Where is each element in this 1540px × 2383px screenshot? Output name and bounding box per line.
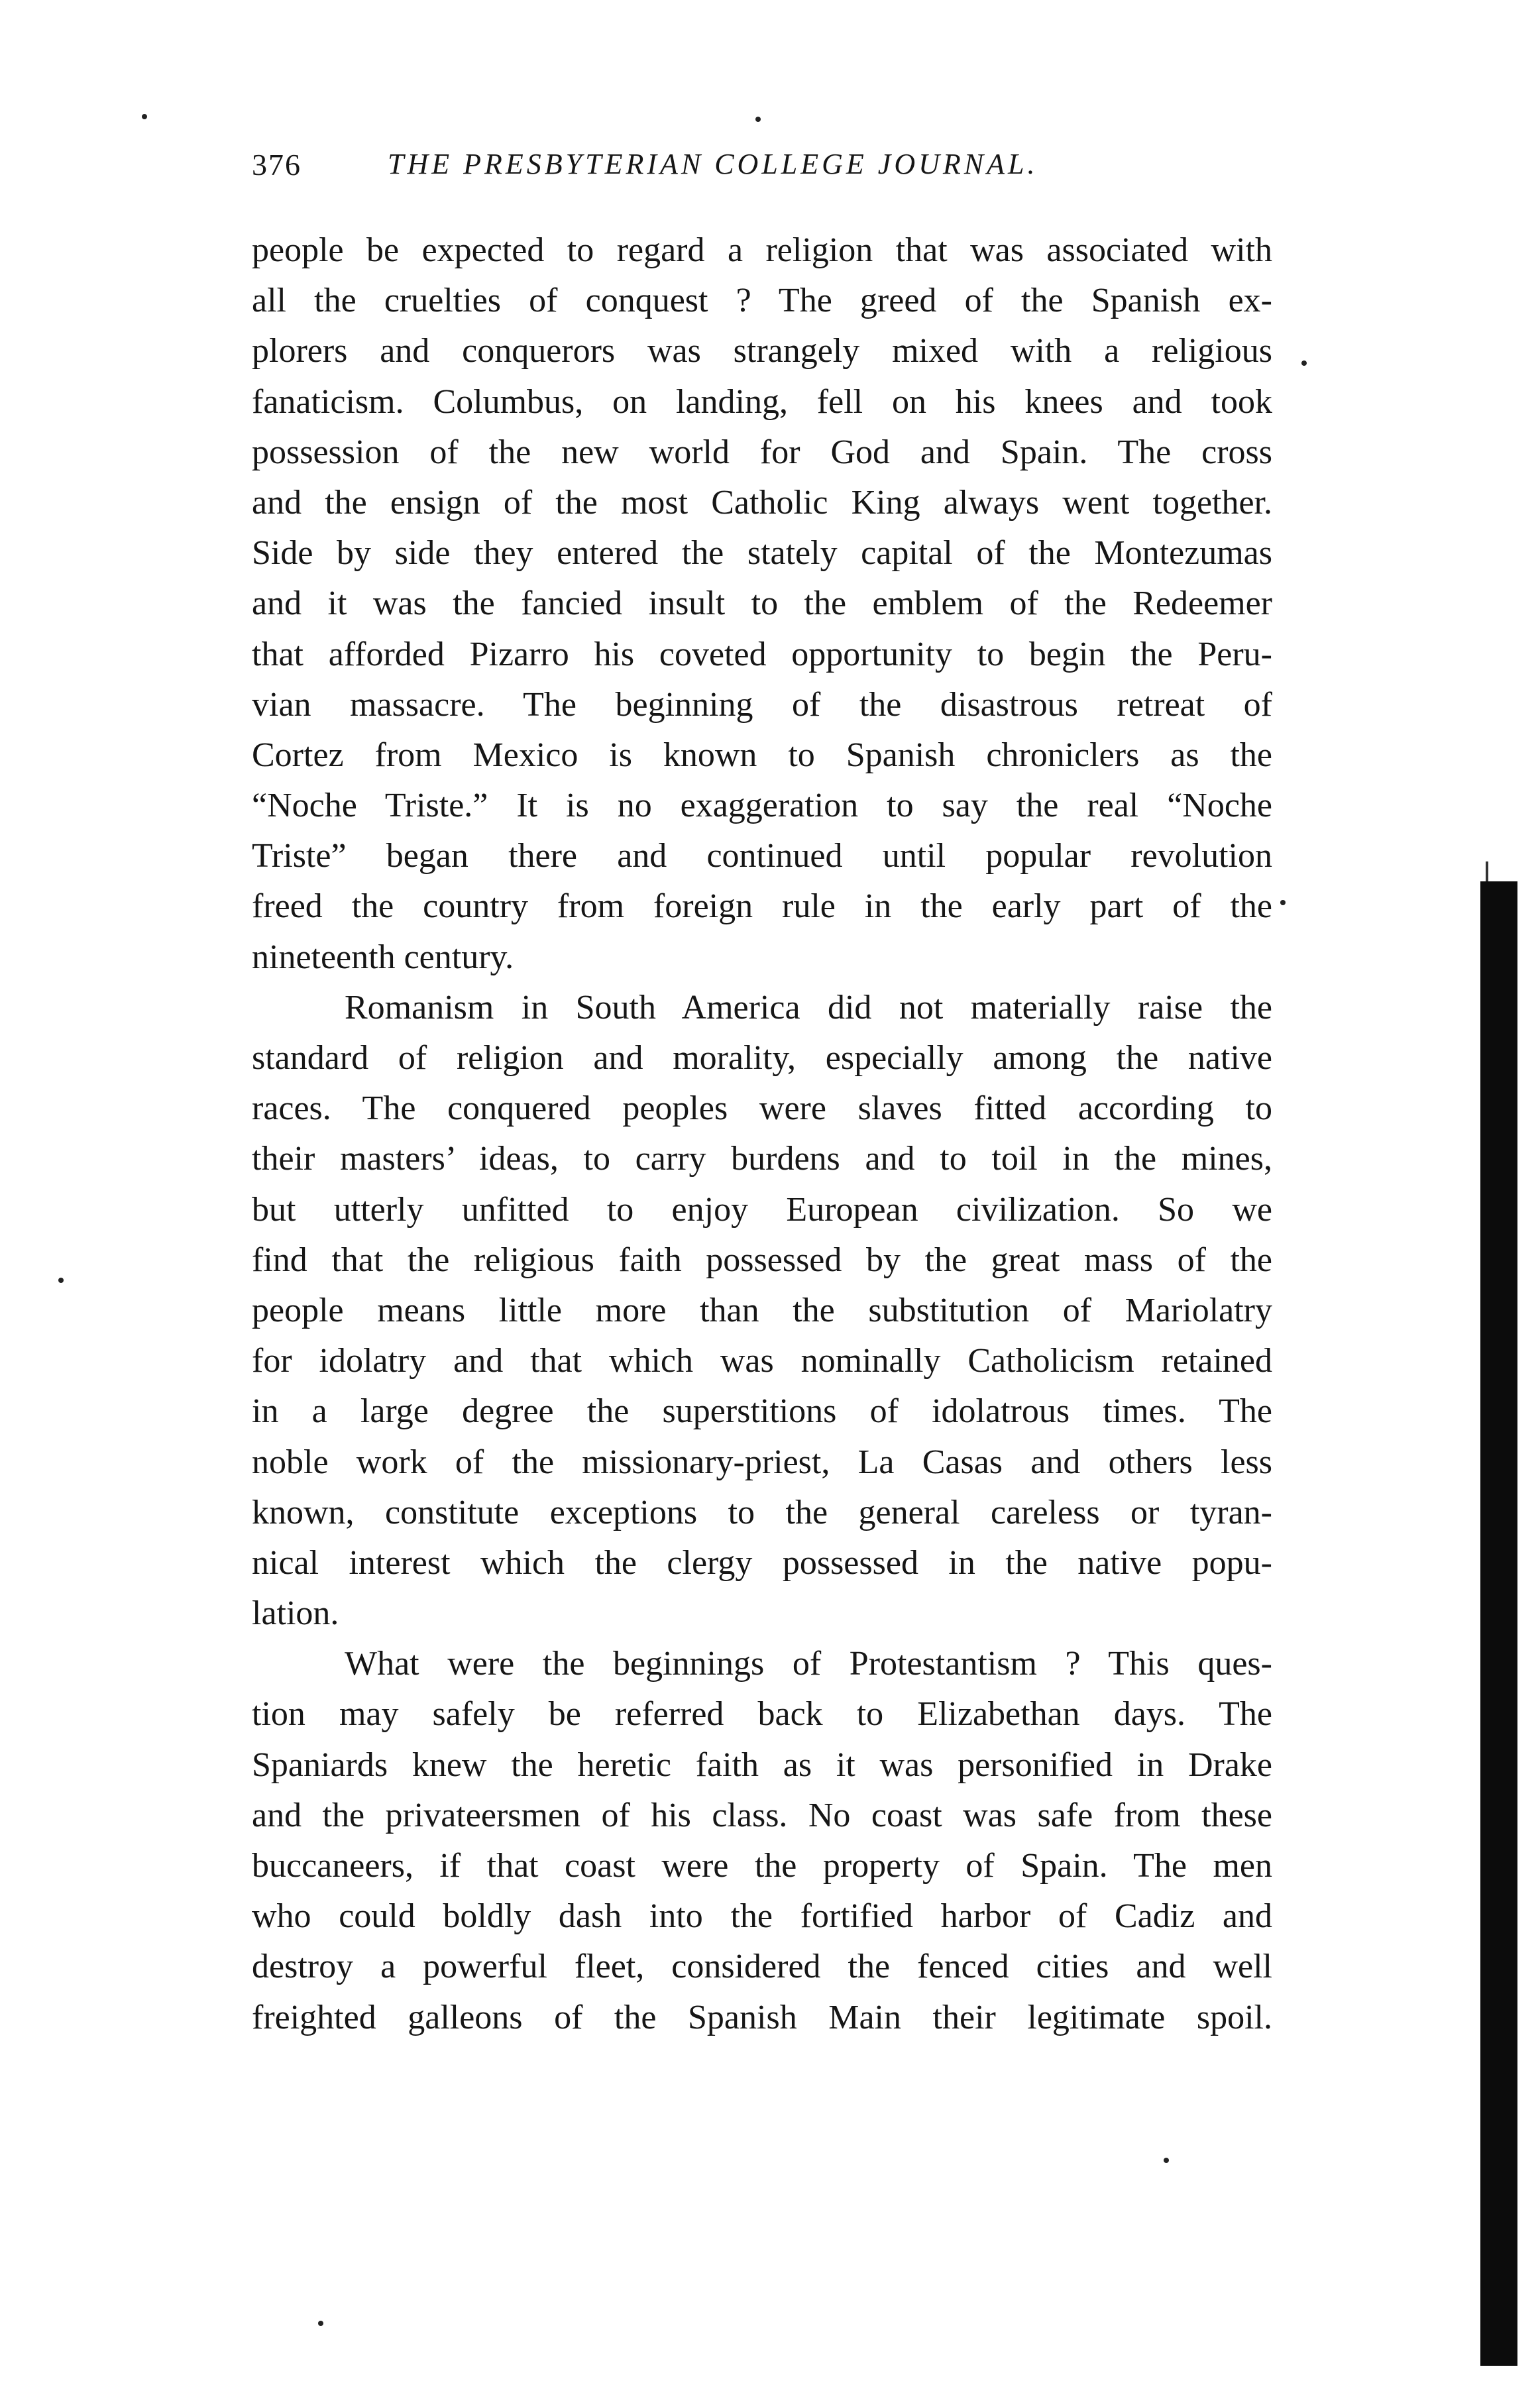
scan-speck [58, 1278, 64, 1283]
scan-speck [1164, 2158, 1169, 2163]
text-line: for idolatry and that which was nominally Catholicism retained [252, 1342, 1272, 1380]
text-line: and the privateersmen of his class. No coast was safe from these [252, 1796, 1272, 1834]
page-number: 376 [252, 148, 302, 182]
text-line: that afforded Pizarro his coveted opportunity to begin the Peru- [252, 635, 1272, 673]
text-line: standard of religion and morality, especially among the native [252, 1039, 1272, 1077]
scan-speck [142, 114, 147, 119]
text-line: freed the country from foreign rule in the early part of the [252, 887, 1272, 926]
text-line: their masters’ ideas, to carry burdens and to toil in the mines, [252, 1140, 1272, 1178]
text-line: fanaticism. Columbus, on landing, fell on his knees and took [252, 382, 1272, 421]
text-line: lation. [252, 1594, 339, 1633]
scan-speck [318, 2321, 323, 2326]
text-line: Side by side they entered the stately capital of the Montezumas [252, 534, 1272, 573]
text-line: find that the religious faith possessed by the great mass of the [252, 1241, 1272, 1279]
text-line: nineteenth century. [252, 938, 514, 976]
page-header [252, 147, 1272, 194]
text-line: Romanism in South America did not materially raise the [345, 988, 1272, 1026]
text-line: races. The conquered peoples were slaves fitted according to [252, 1089, 1272, 1128]
scan-speck [1301, 360, 1307, 366]
text-line: tion may safely be referred back to Elizabethan days. The [252, 1695, 1272, 1734]
text-line: nical interest which the clergy possessed in the native popu- [252, 1543, 1272, 1582]
text-line: noble work of the missionary-priest, La Casas and others less [252, 1443, 1272, 1481]
text-line: buccaneers, if that coast were the property of Spain. The men [252, 1847, 1272, 1885]
body-text [252, 225, 1272, 2043]
text-line: freighted galleons of the Spanish Main their legitimate spoil. [252, 1998, 1272, 2036]
text-line: “Noche Triste.” It is no exaggeration to say the real “Noche [252, 787, 1272, 825]
text-line: Triste” began there and continued until popular revolution [252, 837, 1272, 875]
running-title: THE PRESBYTERIAN COLLEGE JOURNAL. [388, 148, 1038, 180]
text-line: possession of the new world for God and Spain. The cross [252, 433, 1272, 471]
text-line: all the cruelties of conquest ? The greed of the Spanish ex- [252, 282, 1272, 320]
text-line: in a large degree the superstitions of idolatrous times. The [252, 1392, 1272, 1431]
text-line: people be expected to regard a religion that was associated with [252, 231, 1272, 269]
text-line: known, constitute exceptions to the general careless or tyran- [252, 1493, 1272, 1531]
text-line: What were the beginnings of Protestantism ? This ques- [345, 1645, 1272, 1683]
text-line: and it was the fancied insult to the emblem of the Redeemer [252, 584, 1272, 623]
text-line: but utterly unfitted to enjoy European civilization. So we [252, 1190, 1272, 1229]
text-line: people means little more than the substitution of Mariolatry [252, 1291, 1272, 1329]
text-line: Spaniards knew the heretic faith as it was personified in Drake [252, 1746, 1272, 1784]
text-line: and the ensign of the most Catholic King always went together. [252, 483, 1272, 522]
text-line: destroy a powerful fleet, considered the fenced cities and well [252, 1948, 1272, 1986]
text-line: who could boldly dash into the fortified harbor of Cadiz and [252, 1897, 1272, 1936]
scan-speck [1280, 900, 1286, 905]
text-line: plorers and conquerors was strangely mixed with a religious [252, 332, 1272, 370]
text-line: vian massacre. The beginning of the disastrous retreat of [252, 685, 1272, 724]
scan-speck [755, 117, 761, 122]
scan-edge-shadow [1480, 881, 1517, 2366]
text-line: Cortez from Mexico is known to Spanish chroniclers as the [252, 736, 1272, 774]
